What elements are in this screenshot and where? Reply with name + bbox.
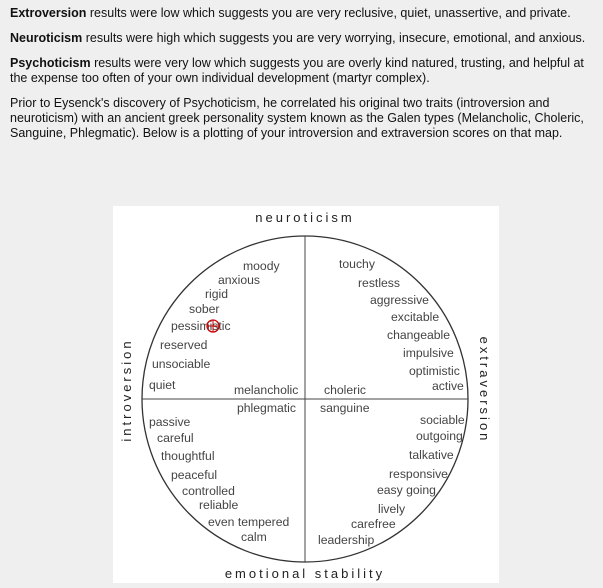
trait-aggressive: aggressive <box>370 293 429 307</box>
trait-responsive: responsive <box>389 467 448 481</box>
trait-unsociable: unsociable <box>152 357 211 371</box>
trait-touchy: touchy <box>339 257 375 271</box>
trait-calm: calm <box>241 530 267 544</box>
trait-thoughtful: thoughtful <box>161 449 215 463</box>
extroversion-paragraph <box>10 6 593 21</box>
score-marker <box>207 320 219 332</box>
personality-map <box>113 206 499 583</box>
trait-pessimistic: pessimistic <box>171 319 231 333</box>
neuroticism-term: Neuroticism <box>10 31 83 45</box>
trait-moody: moody <box>243 259 280 273</box>
trait-sociable: sociable <box>420 413 465 427</box>
psychoticism-term: Psychoticism <box>10 56 91 70</box>
trait-passive: passive <box>149 415 191 429</box>
type-melancholic: melancholic <box>234 383 299 397</box>
trait-careful: careful <box>157 431 194 445</box>
trait-easy-going: easy going <box>377 483 436 497</box>
psychoticism-text: results were very low which suggests you are overly kind natured, trusting, and helpful at the expense too often of your own individual development (martyr complex). <box>10 56 584 85</box>
trait-carefree: carefree <box>351 517 396 531</box>
trait-lively: lively <box>378 502 406 516</box>
trait-peaceful: peaceful <box>171 468 218 482</box>
trait-excitable: excitable <box>391 310 440 324</box>
type-sanguine: sanguine <box>320 401 370 415</box>
axis-introversion: introversion <box>119 338 134 442</box>
galen-intro-paragraph: Prior to Eysenck's discovery of Psychoticism, he correlated his original two traits (introversion and neuroticism) with an ancient greek personality system known as the Galen types (Melancholic, Choleric, Sanguine, Phlegmatic). Below is a plotting of your introversion and extraversion scores on that map. <box>10 96 584 140</box>
trait-impulsive: impulsive <box>403 346 454 360</box>
trait-talkative: talkative <box>409 448 454 462</box>
trait-optimistic: optimistic <box>409 364 460 378</box>
trait-quiet: quiet <box>149 378 176 392</box>
trait-leadership: leadership <box>318 533 375 547</box>
trait-outgoing: outgoing <box>416 429 463 443</box>
extroversion-text: results were low which suggests you are very reclusive, quiet, unassertive, and private. <box>86 6 571 20</box>
trait-rigid: rigid <box>205 287 229 301</box>
psychoticism-paragraph <box>10 56 593 86</box>
axis-extraversion: extraversion <box>477 336 492 444</box>
trait-reserved: reserved <box>160 338 208 352</box>
neuroticism-paragraph <box>10 31 593 46</box>
trait-active: active <box>432 379 464 393</box>
trait-changeable: changeable <box>387 328 451 342</box>
extroversion-term: Extroversion <box>10 6 87 20</box>
results-text <box>0 0 603 141</box>
trait-even-tempered: even tempered <box>208 515 290 529</box>
trait-anxious: anxious <box>218 273 261 287</box>
trait-reliable: reliable <box>199 498 239 512</box>
trait-restless: restless <box>358 276 400 290</box>
axis-neuroticism: neuroticism <box>255 210 355 225</box>
trait-controlled: controlled <box>182 484 235 498</box>
axis-emotional-stability: emotional stability <box>224 566 386 581</box>
type-phlegmatic: phlegmatic <box>237 401 296 415</box>
trait-sober: sober <box>189 302 220 316</box>
type-choleric: choleric <box>324 383 366 397</box>
neuroticism-text: results were high which suggests you are very worrying, insecure, emotional, and anxious. <box>82 31 586 45</box>
personality-map-svg <box>113 206 499 583</box>
